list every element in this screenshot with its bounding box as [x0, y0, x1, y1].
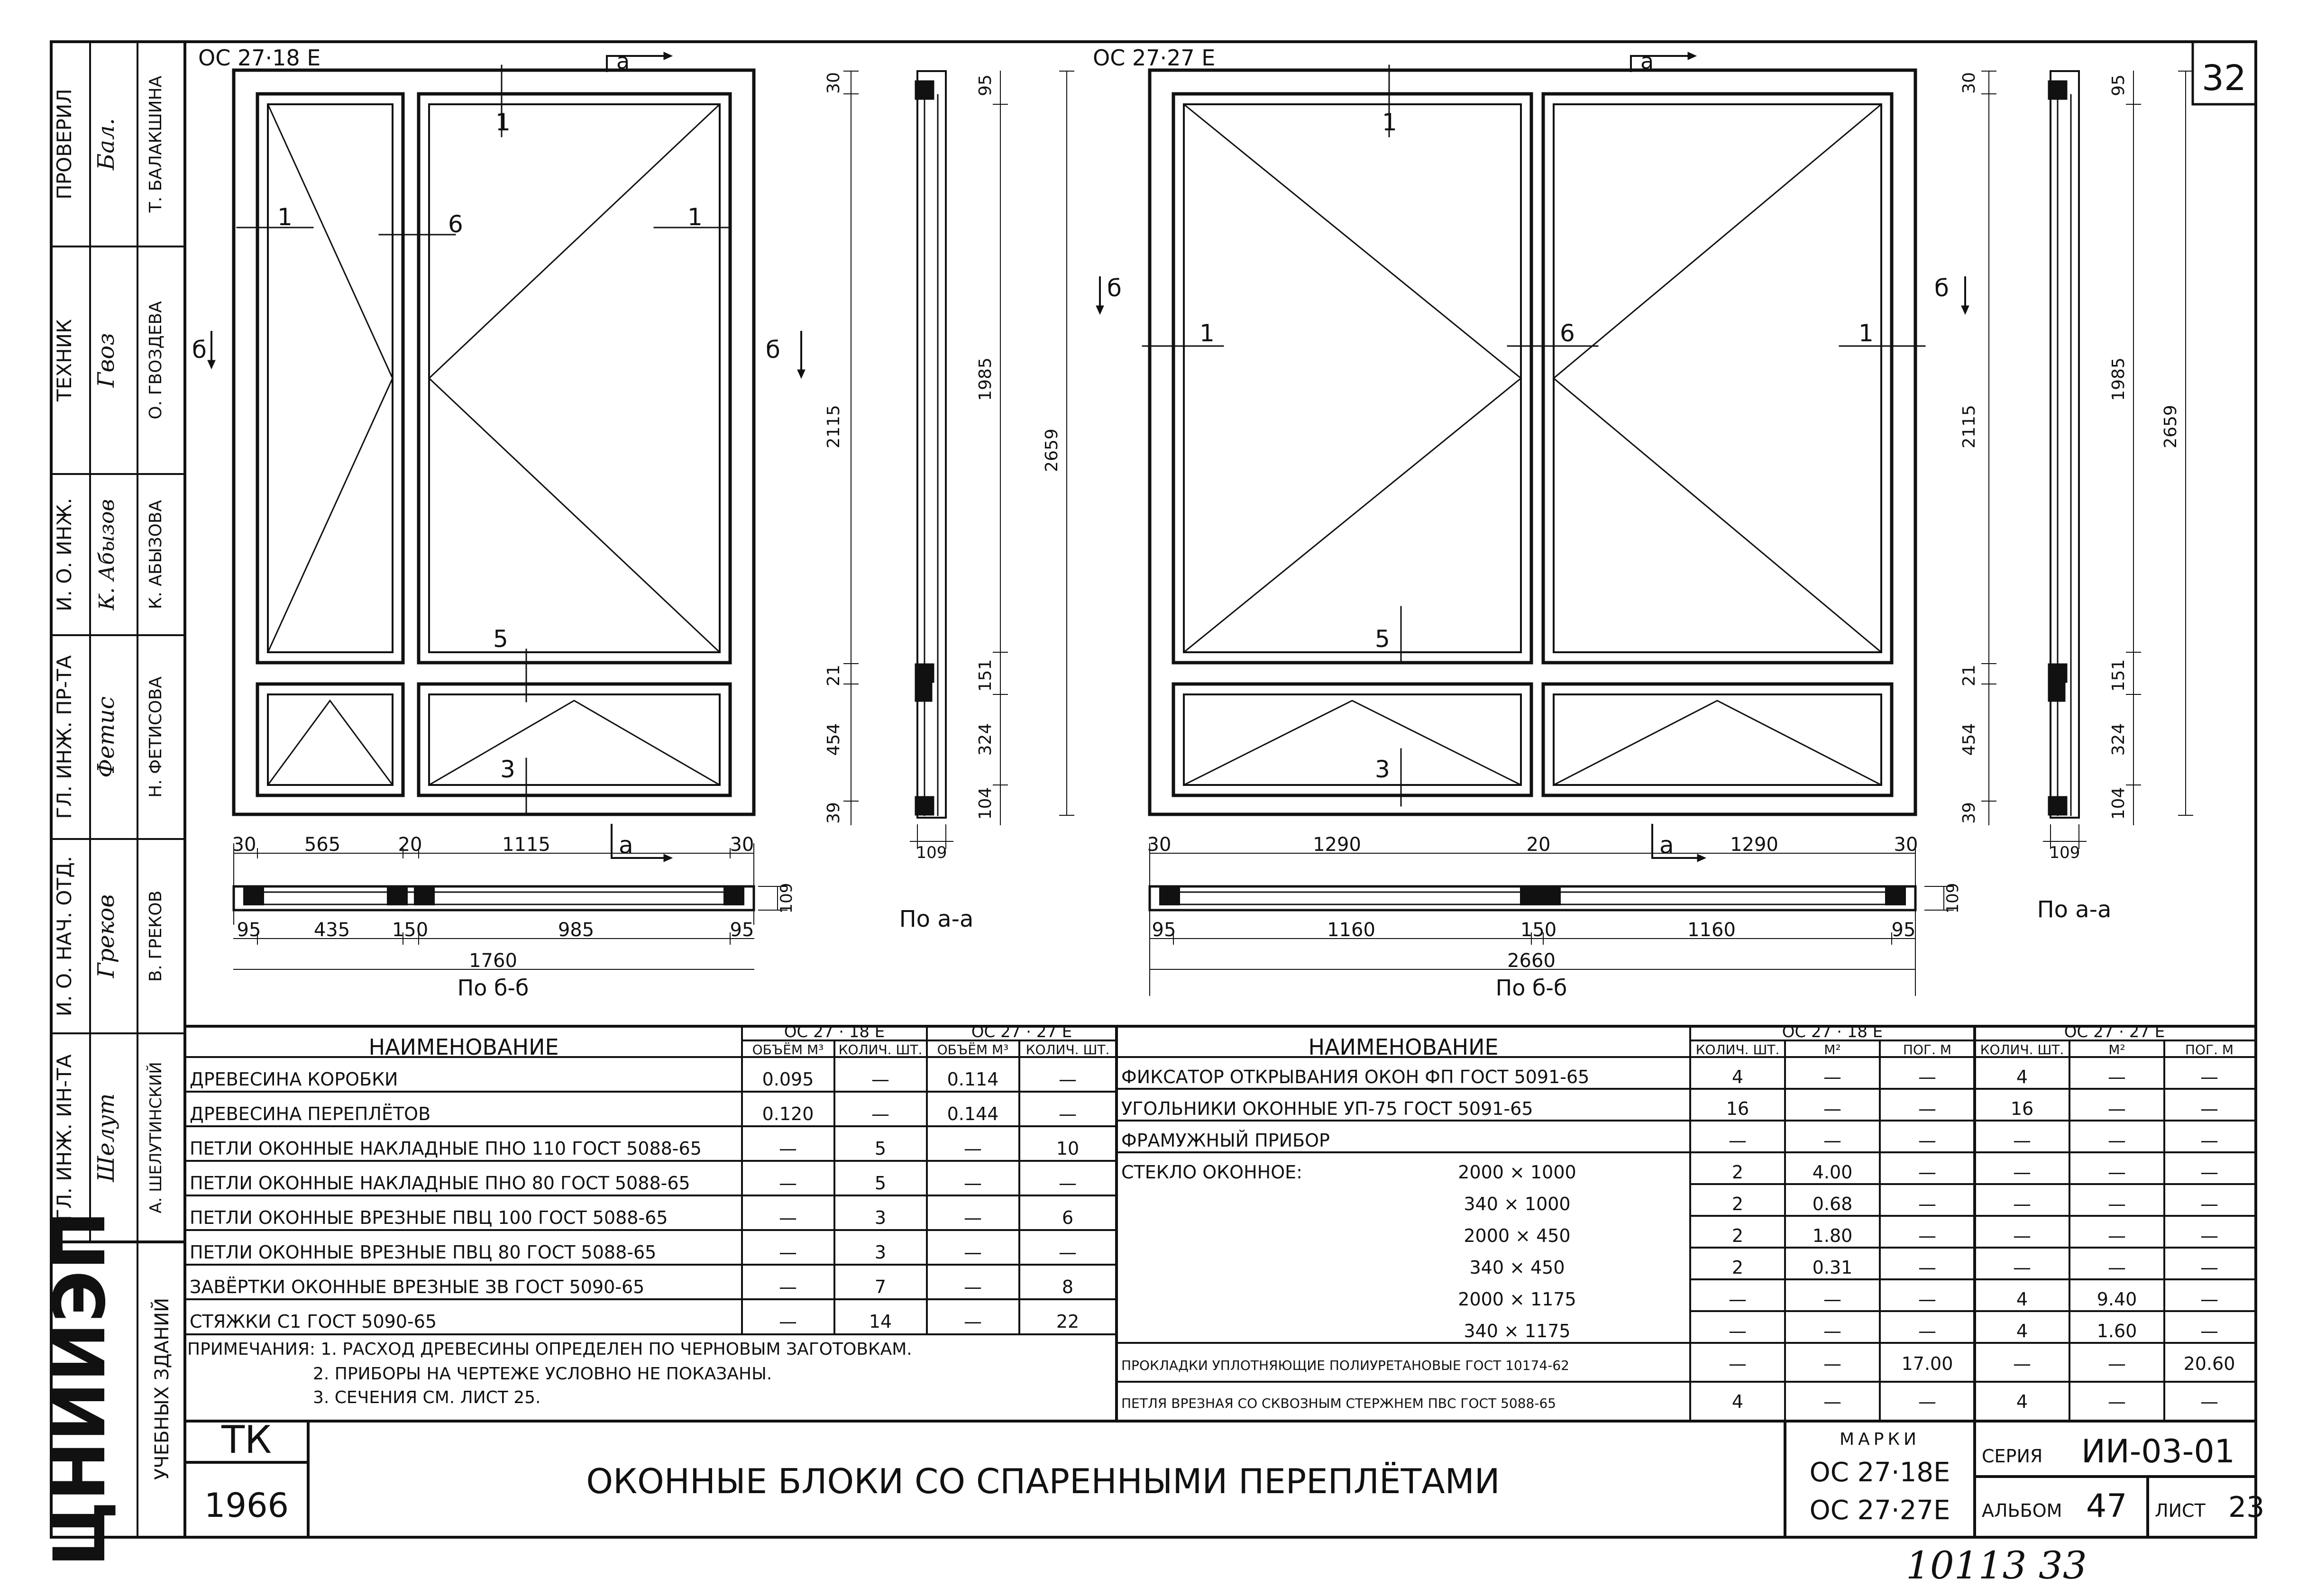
table-right-cell: 20.60 — [2183, 1353, 2235, 1374]
album-label: АЛЬБОМ — [1982, 1500, 2062, 1521]
dim-label: 109 — [2049, 843, 2080, 862]
table-right-row-size: 2000 × 450 — [1464, 1225, 1571, 1246]
mark-2: ОС 27·27Е — [1809, 1495, 1950, 1526]
table-left-cell: — — [964, 1173, 982, 1194]
sheet-value: 23 — [2228, 1491, 2265, 1524]
table-right-cell: — — [1918, 1225, 1936, 1246]
table-right-row-name: ФРАМУЖНЫЙ ПРИБОР — [1121, 1130, 1330, 1151]
table-right-cell: — — [2108, 1067, 2126, 1087]
table-right-cell: — — [1918, 1130, 1936, 1151]
table-left-cell: — — [779, 1311, 797, 1332]
table-right-cell: 2 — [1731, 1194, 1744, 1214]
drawing-title: ОКОННЫЕ БЛОКИ СО СПАРЕННЫМИ ПЕРЕПЛЁТАМИ — [586, 1461, 1500, 1501]
table-right-subcol: КОЛИЧ. ШТ. — [1980, 1042, 2064, 1058]
table-right-cell: — — [1823, 1289, 1841, 1310]
table-right-subcol: М² — [1824, 1042, 1841, 1058]
table-left-cell: — — [779, 1277, 797, 1297]
stamp-role: ГЛ. ИНЖ. ПР-ТА — [53, 655, 76, 819]
table-right-row-name: ПРОКЛАДКИ УПЛОТНЯЮЩИЕ ПОЛИУРЕТАНОВЫЕ ГОСТ 10174-62 — [1121, 1358, 1569, 1373]
table-left-cell: — — [964, 1277, 982, 1297]
table-right-cell: — — [2200, 1098, 2218, 1119]
table-right-cell: — — [2200, 1321, 2218, 1341]
table-right-cell: 16 — [1726, 1098, 1749, 1119]
table-left-cell: — — [1059, 1104, 1077, 1124]
table-right-cell: — — [2200, 1194, 2218, 1214]
table-left-cell: — — [779, 1173, 797, 1194]
vertical-section-right — [1982, 71, 2193, 848]
dim-label: 95 — [1891, 919, 1916, 941]
stamp-signature: Шелут — [93, 1093, 119, 1182]
table-left-cell: 22 — [1056, 1311, 1080, 1332]
table-right-header: НАИМЕНОВАНИЕ — [1308, 1034, 1499, 1060]
table-left-cell: 5 — [874, 1173, 887, 1194]
section-a-marker-left: а — [616, 48, 630, 74]
table-right-cell: 4 — [2016, 1289, 2028, 1310]
dim-label: 21 — [824, 665, 843, 686]
stamp-role: И. О. НАЧ. ОТД. — [53, 856, 76, 1017]
section-a-marker-right-bottom: а — [1659, 831, 1674, 859]
table-right-cell: — — [2200, 1257, 2218, 1278]
stamp-signature: Бал. — [93, 118, 119, 170]
org-subtitle: УЧЕБНЫХ ЗДАНИЙ — [151, 1297, 173, 1480]
vertical-section-left — [844, 71, 1074, 848]
table-right-cell: — — [1918, 1321, 1936, 1341]
stamp-name: О. ГВОЗДЕВА — [146, 301, 165, 420]
table-right-cell: — — [2013, 1130, 2031, 1151]
table-left-subcol: ОБЪЁМ М³ — [937, 1042, 1009, 1058]
stamp-name: В. ГРЕКОВ — [146, 890, 165, 982]
table-right-cell: 4 — [2016, 1321, 2028, 1341]
table-right-cell: 0.68 — [1812, 1194, 1853, 1214]
dim-label: 151 — [976, 659, 995, 692]
table-right-cell: — — [1823, 1067, 1841, 1087]
table-right-cell: 1.60 — [2096, 1321, 2137, 1341]
section-caption-left: По а-а — [899, 906, 974, 932]
table-right-cell: — — [2200, 1162, 2218, 1183]
table-left-cell: — — [964, 1138, 982, 1159]
table-left-cell: — — [1059, 1242, 1077, 1263]
dim-label: 324 — [2109, 723, 2128, 756]
callout: 1 — [1858, 319, 1874, 347]
callout: 1 — [1199, 319, 1215, 347]
callout: 6 — [1560, 319, 1575, 347]
table-right-cell: — — [1918, 1194, 1936, 1214]
table-left-row-name: ДРЕВЕСИНА КОРОБКИ — [190, 1069, 398, 1090]
table-right-cell: — — [2200, 1289, 2218, 1310]
dim-label: 21 — [1959, 665, 1979, 686]
table-right-cell: — — [2200, 1130, 2218, 1151]
table-left-header: НАИМЕНОВАНИЕ — [368, 1034, 559, 1060]
table-left-cell: 14 — [869, 1311, 892, 1332]
table-right-cell: — — [1918, 1289, 1936, 1310]
table-right-cell: — — [2108, 1391, 2126, 1412]
table-right-cell: 4.00 — [1812, 1162, 1853, 1183]
dim-label: 2659 — [2161, 405, 2180, 448]
series-value: ИИ-03-01 — [2081, 1433, 2235, 1470]
table-left-cell: 6 — [1062, 1207, 1074, 1228]
table-right-cell: — — [1918, 1067, 1936, 1087]
dim-label: 39 — [824, 802, 843, 824]
table-right-subcol: ПОГ. М — [1903, 1042, 1952, 1058]
window-mark-right: ОС 27·27 Е — [1093, 45, 1216, 71]
table-right-cell: — — [1918, 1162, 1936, 1183]
callout: 1 — [687, 203, 703, 231]
table-left-cell: 0.144 — [947, 1104, 999, 1124]
section-a-marker-left-bottom: а — [619, 831, 633, 859]
dim-label: 150 — [392, 919, 429, 941]
callout: 3 — [1375, 756, 1390, 783]
dim-label: 1985 — [2109, 357, 2128, 401]
table-right-row-name: ФИКСАТОР ОТКРЫВАНИЯ ОКОН ФП ГОСТ 5091-65 — [1121, 1067, 1590, 1087]
table-right-cell: — — [1729, 1353, 1747, 1374]
table-right-cell: — — [1823, 1130, 1841, 1151]
table-right-cell: 2 — [1731, 1257, 1744, 1278]
note: 2. ПРИБОРЫ НА ЧЕРТЕЖЕ УСЛОВНО НЕ ПОКАЗАНЫ. — [313, 1364, 772, 1384]
table-right-cell: — — [2200, 1225, 2218, 1246]
dim-label: 39 — [1959, 802, 1979, 824]
dim-label: 104 — [2109, 787, 2128, 820]
stamp-signature: К. Абызов — [95, 499, 119, 611]
dim-label: 454 — [824, 723, 843, 756]
table-right-row-name: ПЕТЛЯ ВРЕЗНАЯ СО СКВОЗНЫМ СТЕРЖНЕМ ПВС ГОСТ 5088-65 — [1121, 1395, 1556, 1411]
dim-label: 30 — [824, 72, 843, 94]
dim-label: 1160 — [1687, 919, 1736, 941]
table-left-row-name: ПЕТЛИ ОКОННЫЕ НАКЛАДНЫЕ ПНО 80 ГОСТ 5088-65 — [190, 1173, 690, 1194]
table-right-subcol: КОЛИЧ. ШТ. — [1695, 1042, 1780, 1058]
table-left-cell: 5 — [874, 1138, 887, 1159]
plan-caption-right: По б-б — [1495, 975, 1567, 1001]
table-left-cell: — — [779, 1138, 797, 1159]
table-left-cell: — — [964, 1242, 982, 1263]
dim-label: 1160 — [1327, 919, 1375, 941]
table-right-cell: — — [2013, 1162, 2031, 1183]
dim-label: 151 — [2109, 659, 2128, 692]
table-left-cell: — — [779, 1207, 797, 1228]
stamp-name: Н. ФЕТИСОВА — [146, 676, 165, 798]
table-right-row-size: 340 × 1000 — [1464, 1194, 1571, 1214]
table-right-cell: — — [1823, 1391, 1841, 1412]
table-right-row-size: 340 × 1175 — [1464, 1321, 1571, 1341]
table-right-row-size: 340 × 450 — [1469, 1257, 1565, 1278]
mark-1: ОС 27·18Е — [1809, 1457, 1950, 1488]
table-left-row-name: ПЕТЛИ ОКОННЫЕ НАКЛАДНЫЕ ПНО 110 ГОСТ 5088-65 — [190, 1138, 702, 1159]
marks-label: МАРКИ — [1840, 1430, 1920, 1449]
dim-label: 454 — [1959, 723, 1979, 756]
callout: 1 — [1382, 109, 1397, 136]
table-right-cell: — — [2108, 1257, 2126, 1278]
table-left-cell: 7 — [874, 1277, 887, 1297]
album-value: 47 — [2086, 1487, 2127, 1525]
year: 1966 — [204, 1486, 289, 1525]
window-elevation-left — [208, 52, 805, 862]
table-right-cell: — — [2108, 1353, 2126, 1374]
table-right-cell: — — [2108, 1162, 2126, 1183]
dim-label: 30 — [1147, 834, 1172, 856]
stamp-name: А. ШЕЛУТИНСКИЙ — [146, 1062, 165, 1213]
dim-label: 2115 — [1959, 405, 1979, 448]
callout: 3 — [500, 756, 515, 783]
dim-label: 109 — [777, 883, 796, 914]
table-right-group: ОС 27 · 27 Е — [2064, 1022, 2165, 1041]
table-right-cell: — — [1918, 1257, 1936, 1278]
note: ПРИМЕЧАНИЯ: 1. РАСХОД ДРЕВЕСИНЫ ОПРЕДЕЛЕН ПО ЧЕРНОВЫМ ЗАГОТОВКАМ. — [187, 1340, 912, 1359]
dim-label: 109 — [916, 843, 947, 862]
table-left-row-name: ПЕТЛИ ОКОННЫЕ ВРЕЗНЫЕ ПВЦ 80 ГОСТ 5088-65 — [190, 1242, 657, 1263]
table-right-cell: — — [2013, 1257, 2031, 1278]
dim-label: 1115 — [502, 834, 550, 856]
dim-label: 2115 — [824, 405, 843, 448]
total-width: 2660 — [1507, 950, 1556, 972]
table-right-cell: 17.00 — [1901, 1353, 1953, 1374]
table-left-cell: 0.120 — [762, 1104, 814, 1124]
table-right-cell: — — [2108, 1130, 2126, 1151]
dim-label: 95 — [2109, 74, 2128, 96]
table-right-cell: — — [2013, 1194, 2031, 1214]
table-left-cell: — — [779, 1242, 797, 1263]
dim-label: 1290 — [1730, 834, 1778, 856]
table-right-row-name: УГОЛЬНИКИ ОКОННЫЕ УП-75 ГОСТ 5091-65 — [1121, 1098, 1533, 1119]
table-right-cell: — — [1918, 1391, 1936, 1412]
section-b-marker-left-a: б — [192, 336, 207, 364]
table-right-row-size: 2000 × 1000 — [1458, 1162, 1576, 1183]
dim-label: 2659 — [1042, 429, 1062, 472]
window-elevation-right — [1096, 52, 1969, 862]
stamp-role: ГЛ. ИНЖ. ИН-ТА — [53, 1054, 76, 1221]
table-left-subcol: КОЛИЧ. ШТ. — [838, 1042, 923, 1058]
dim-label: 20 — [1526, 834, 1551, 856]
callout: 1 — [277, 203, 293, 231]
dim-label: 30 — [1894, 834, 1918, 856]
table-left-group: ОС 27 · 18 Е — [784, 1022, 885, 1041]
table-right-cell: 1.80 — [1812, 1225, 1853, 1246]
stamp-signature: Фетис — [93, 696, 119, 778]
table-right-cell: 2 — [1731, 1162, 1744, 1183]
table-left-cell: — — [871, 1104, 889, 1124]
table-right-cell: — — [1729, 1130, 1747, 1151]
table-right-cell: — — [2200, 1391, 2218, 1412]
table-right-cell: 4 — [1731, 1391, 1744, 1412]
series-label: СЕРИЯ — [1982, 1446, 2043, 1467]
dim-label: 1985 — [976, 357, 995, 401]
callout: 6 — [448, 210, 463, 238]
table-left-cell: — — [1059, 1173, 1077, 1194]
table-left-cell: 0.095 — [762, 1069, 814, 1090]
dim-label: 150 — [1520, 919, 1557, 941]
dim-label: 324 — [976, 723, 995, 756]
table-right-cell: — — [2108, 1194, 2126, 1214]
table-right-cell: — — [1823, 1353, 1841, 1374]
table-left-row-name: ДРЕВЕСИНА ПЕРЕПЛЁТОВ — [190, 1104, 431, 1124]
bottom-note: 10113 33 — [1906, 1543, 2087, 1587]
dim-label: 1290 — [1313, 834, 1361, 856]
table-left-cell: — — [964, 1311, 982, 1332]
table-right-rows — [1121, 1067, 2235, 1412]
table-right-cell: — — [1823, 1098, 1841, 1119]
table-right-cell: 0.31 — [1812, 1257, 1853, 1278]
section-b-marker-right-a: б — [1107, 274, 1122, 302]
note: 3. СЕЧЕНИЯ СМ. ЛИСТ 25. — [313, 1388, 541, 1407]
table-left-row-name: СТЯЖКИ С1 ГОСТ 5090-65 — [190, 1311, 437, 1332]
sheet-label: ЛИСТ — [2155, 1500, 2206, 1521]
stamp-signature: Греков — [93, 894, 119, 978]
table-left-subcol: ОБЪЁМ М³ — [752, 1042, 824, 1058]
table-right-cell: 16 — [2010, 1098, 2034, 1119]
table-left-subcol: КОЛИЧ. ШТ. — [1025, 1042, 1110, 1058]
table-right-cell: 9.40 — [2096, 1289, 2137, 1310]
section-caption-right: По а-а — [2037, 896, 2112, 923]
table-right-row-name: СТЕКЛО ОКОННОЕ: — [1121, 1162, 1302, 1183]
table-left-cell: 3 — [874, 1242, 887, 1263]
table-right-cell: — — [1729, 1321, 1747, 1341]
table-left-cell: 0.114 — [947, 1069, 999, 1090]
dim-label: 985 — [558, 919, 595, 941]
table-left-cell: 10 — [1056, 1138, 1080, 1159]
stamp-role: И. О. ИНЖ. — [53, 498, 76, 611]
sheet-number: 32 — [2201, 58, 2247, 99]
stamp-role: ПРОВЕРИЛ — [53, 89, 76, 200]
dim-label: 435 — [313, 919, 350, 941]
callout: 1 — [495, 109, 511, 136]
table-right-subcol: ПОГ. М — [2185, 1042, 2234, 1058]
dim-label: 30 — [232, 834, 256, 856]
callout: 5 — [1375, 625, 1390, 653]
table-right-subcol: М² — [2108, 1042, 2125, 1058]
table-left-cell: — — [1059, 1069, 1077, 1090]
tk-label: ТК — [221, 1418, 272, 1462]
window-mark-left: ОС 27·18 Е — [198, 45, 321, 71]
section-b-marker-left-b: б — [766, 336, 780, 364]
dim-label: 30 — [1959, 72, 1979, 94]
callout: 5 — [493, 625, 508, 653]
stamp-signature: Гвоз — [93, 333, 119, 388]
dim-label: 95 — [1152, 919, 1176, 941]
section-a-marker-right: а — [1640, 48, 1654, 74]
table-right-cell: — — [2108, 1225, 2126, 1246]
table-left-rows — [190, 1069, 1079, 1332]
dim-label: 109 — [1943, 883, 1962, 914]
dim-label: 104 — [976, 787, 995, 820]
table-right-cell: 4 — [2016, 1391, 2028, 1412]
table-right-cell: — — [1823, 1321, 1841, 1341]
dim-label: 95 — [976, 74, 995, 96]
table-left-cell: 3 — [874, 1207, 887, 1228]
dim-label: 95 — [730, 919, 754, 941]
table-left-cell: — — [871, 1069, 889, 1090]
table-right-cell: — — [2013, 1353, 2031, 1374]
table-left-group: ОС 27 · 27 Е — [971, 1022, 1072, 1041]
plan-caption-left: По б-б — [457, 975, 529, 1001]
table-right-cell: — — [2108, 1098, 2126, 1119]
org-logo: ЦНИИЭП — [39, 1211, 121, 1567]
stamp-name: Т. БАЛАКШИНА — [146, 75, 165, 213]
table-right-cell: — — [2013, 1225, 2031, 1246]
table-right-cell: — — [2200, 1067, 2218, 1087]
table-right-cell: 4 — [2016, 1067, 2028, 1087]
table-right-cell: — — [1918, 1098, 1936, 1119]
table-right-cell: 4 — [1731, 1067, 1744, 1087]
dim-label: 20 — [398, 834, 422, 856]
dim-label: 565 — [304, 834, 341, 856]
stamp-name: К. АБЫЗОВА — [146, 500, 165, 610]
table-right-row-size: 2000 × 1175 — [1458, 1289, 1576, 1310]
dim-label: 30 — [730, 834, 754, 856]
table-right-cell: 2 — [1731, 1225, 1744, 1246]
table-left-row-name: ПЕТЛИ ОКОННЫЕ ВРЕЗНЫЕ ПВЦ 100 ГОСТ 5088-65 — [190, 1207, 668, 1228]
stamp-role: ТЕХНИК — [53, 319, 76, 401]
section-b-marker-right-b: б — [1934, 274, 1949, 302]
table-right-group: ОС 27 · 18 Е — [1782, 1022, 1883, 1041]
dim-label: 95 — [237, 919, 261, 941]
table-left-row-name: ЗАВЁРТКИ ОКОННЫЕ ВРЕЗНЫЕ ЗВ ГОСТ 5090-65 — [190, 1277, 645, 1297]
table-left-cell: 8 — [1062, 1277, 1074, 1297]
table-left-cell: — — [964, 1207, 982, 1228]
total-width: 1760 — [469, 950, 517, 972]
table-right-cell: — — [1729, 1289, 1747, 1310]
